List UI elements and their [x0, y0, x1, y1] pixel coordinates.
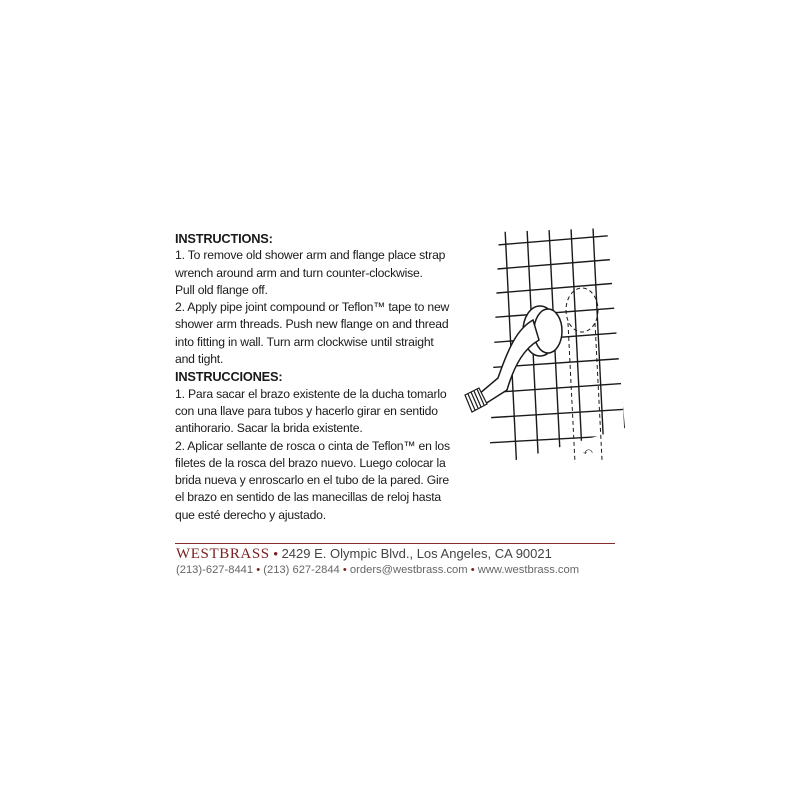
- footer-phone: (213)-627-8441: [176, 564, 254, 576]
- instruction-line: 2. Apply pipe joint compound or Teflon™ tape to new: [175, 300, 450, 315]
- separator-bullet: •: [342, 564, 347, 576]
- instructions-heading-en: INSTRUCTIONS:: [175, 231, 273, 246]
- instruction-line: 1. Para sacar el brazo existente de la ducha tomarlo: [175, 386, 447, 401]
- brand-logo: WESTBRASS: [176, 546, 270, 562]
- footer-email: orders@westbrass.com: [349, 564, 468, 576]
- instruction-line: 1. To remove old shower arm and flange place strap: [175, 248, 446, 263]
- separator-bullet: •: [256, 564, 261, 576]
- footer-address: 2429 E. Olympic Blvd., Los Angeles, CA 90021: [281, 546, 552, 561]
- instruction-line: con una llave para tubos y hacerlo girar en sentido: [175, 403, 438, 418]
- instructions-heading-es: INSTRUCCIONES:: [175, 369, 283, 385]
- instructions-block: [175, 230, 495, 524]
- separator-bullet: •: [470, 564, 475, 576]
- instruction-line: brida nueva y enroscarlo en el tubo de la pared. Gire: [175, 473, 449, 488]
- footer-website: www.westbrass.com: [477, 564, 580, 576]
- shower-arm-installation-icon: [455, 228, 630, 473]
- instruction-line: Pull old flange off.: [175, 282, 268, 297]
- instruction-line: filetes de la rosca del brazo nuevo. Luego colocar la: [175, 455, 446, 470]
- instruction-line: and tight.: [175, 352, 224, 367]
- footer-fax: (213) 627-2844: [263, 564, 340, 576]
- footer-address-line: [176, 546, 552, 563]
- footer-contact-line: [176, 564, 579, 576]
- separator-bullet: •: [273, 546, 278, 561]
- instruction-line: el brazo en sentido de las manecillas de reloj hasta: [175, 490, 442, 505]
- instruction-line: shower arm threads. Push new flange on and thread: [175, 317, 449, 332]
- instruction-line: wrench around arm and turn counter-clockwise.: [175, 265, 423, 280]
- instruction-line: antihorario. Sacar la brida existente.: [175, 421, 363, 436]
- instruction-line: into fitting in wall. Turn arm clockwise until straight: [175, 334, 434, 349]
- instruction-line: que esté derecho y ajustado.: [175, 507, 326, 522]
- footer-divider: [175, 543, 615, 544]
- instruction-line: 2. Aplicar sellante de rosca o cinta de Teflon™ en los: [175, 438, 450, 453]
- svg-text:⤺: ⤺: [583, 447, 593, 457]
